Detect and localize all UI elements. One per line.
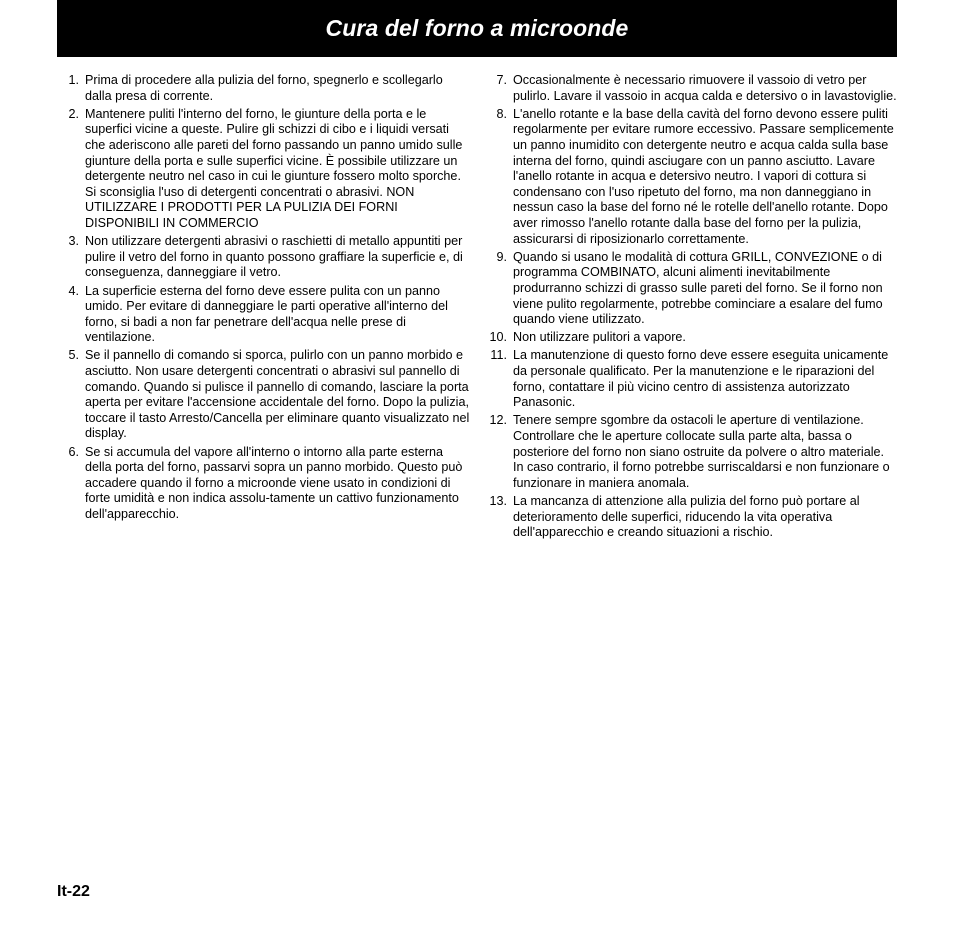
left-column: [62, 73, 470, 525]
list-item: [62, 445, 470, 523]
list-item: [62, 107, 470, 232]
list-item: [62, 234, 470, 281]
right-instruction-list: [484, 73, 898, 541]
item-number: 3.: [68, 234, 79, 249]
list-item: [484, 107, 898, 247]
item-number: 7.: [496, 73, 507, 87]
item-text: Quando si usano le modalità di cottura GRILL, CONVEZIONE o di programma COMBINATO, alcuni alimenti inevitabilmente produrranno schizzi di grasso sulle pareti del forno. Se il forno non viene pulito regolarmente, potrebbe cominciare a esalare del fumo quando viene utilizzato.: [513, 249, 883, 327]
item-number: 1.: [68, 73, 79, 87]
list-item: [484, 348, 898, 410]
list-item: [484, 330, 898, 346]
item-number: 11.: [490, 348, 507, 363]
item-text: La superficie esterna del forno deve essere pulita con un panno umido. Per evitare di danneggiare le parti operative all'interno del forno, si badi a non far penetrare dell'acqua nelle prese di ventilazione.: [85, 283, 448, 345]
item-number: 9.: [496, 249, 507, 264]
item-number: 6.: [68, 444, 79, 459]
right-column: [484, 73, 898, 543]
left-instruction-list: [62, 73, 470, 523]
item-number: 10.: [489, 330, 507, 345]
page-title: Cura del forno a microonde: [325, 15, 629, 41]
list-item: [484, 250, 898, 328]
item-number: 5.: [68, 348, 79, 363]
item-text: La manutenzione di questo forno deve essere eseguita unicamente da personale qualificato. Per la manutenzione e le riparazioni del forno, contattare il più vicino centro di assistenza autorizzato Panasonic.: [513, 348, 889, 410]
item-number: 2.: [68, 106, 79, 121]
item-text: Prima di procedere alla pulizia del forno, spegnerlo e scollegarlo dalla presa di corrente.: [85, 73, 443, 103]
item-text: Mantenere puliti l'interno del forno, le giunture della porta e le superfici vicine a queste. Pulire gli schizzi di cibo e i liquidi versati che aderiscono alle pareti del forno passando un panno umido sulle giunture della porta e sulle superfici vicine. È possibile utilizzare un detergente neutro nel caso in cui le giunture fossero molto sporche. Si sconsiglia l'uso di detergenti concentrati o abrasivi. NON UTILIZZARE I PRODOTTI PER LA PULIZIA DEI FORNI DISPONIBILI IN COMMERCIO: [85, 106, 463, 230]
title-bar: [57, 0, 897, 57]
item-text: La mancanza di attenzione alla pulizia del forno può portare al deterioramento delle superfici, riducendo la vita operativa dell'apparecchio e creando situazioni a rischio.: [513, 494, 860, 540]
list-item: [484, 494, 898, 541]
list-item: [484, 73, 898, 104]
list-item: [62, 73, 470, 104]
list-item: [484, 413, 898, 491]
item-number: 4.: [68, 283, 79, 298]
list-item: [62, 348, 470, 442]
item-number: 12.: [489, 413, 507, 428]
item-number: 13.: [489, 494, 507, 508]
item-text: Se il pannello di comando si sporca, pulirlo con un panno morbido e asciutto. Non usare detergenti concentrati o abrasivi sul pannello di comando. Quando si pulisce il pannello di comando, lasciare la porta aperta per evitare l'accensione accidentale del forno. Dopo la pulizia, toccare il tasto Arresto/Cancella per eliminare quanto visualizzato nel display.: [85, 348, 470, 441]
item-text: Non utilizzare pulitori a vapore.: [513, 330, 686, 345]
page-number: It-22: [57, 883, 90, 900]
item-text: Tenere sempre sgombre da ostacoli le aperture di ventilazione. Controllare che le aperture collocate sulla parte alta, bassa o posteriore del forno non siano ostruite da polvere o altro materiale. In caso contrario, il forno potrebbe surriscaldarsi e non funzionare o funzionare in maniera anomala.: [513, 413, 890, 490]
item-text: Non utilizzare detergenti abrasivi o raschietti di metallo appuntiti per pulire il vetro del forno in quanto possono graffiare la superficie e, di conseguenza, danneggiare il vetro.: [85, 234, 463, 280]
item-text: Occasionalmente è necessario rimuovere il vassoio di vetro per pulirlo. Lavare il vassoio in acqua calda e detersivo o in lavastoviglie.: [513, 73, 897, 103]
item-number: 8.: [496, 106, 507, 121]
item-text: Se si accumula del vapore all'interno o intorno alla parte esterna della porta del forno, passarvi sopra un panno morbido. Questo può accadere quando il forno a microonde viene usato in condizioni di forte umidità e non indica assolu-tamente un cattivo funzionamento dell'apparecchio.: [85, 444, 463, 521]
list-item: [62, 284, 470, 346]
item-text: L'anello rotante e la base della cavità del forno devono essere puliti regolarmente per evitare rumore eccessivo. Passare semplicemente un panno inumidito con detergente neutro e acqua calda sulla base interna del forno, quindi asciugare con un panno asciutto. Lavare l'anello rotante in acqua e detersivo neutro. I vapori di cottura si condensano con l'uso ripetuto del forno, ma non danneggiano in nessun caso la base del forno né le rotelle dell'anello rotante. Dopo aver rimosso l'anello rotante dalla base del forno per la pulizia, assicurarsi di riposizionarlo correttamente.: [513, 106, 894, 246]
